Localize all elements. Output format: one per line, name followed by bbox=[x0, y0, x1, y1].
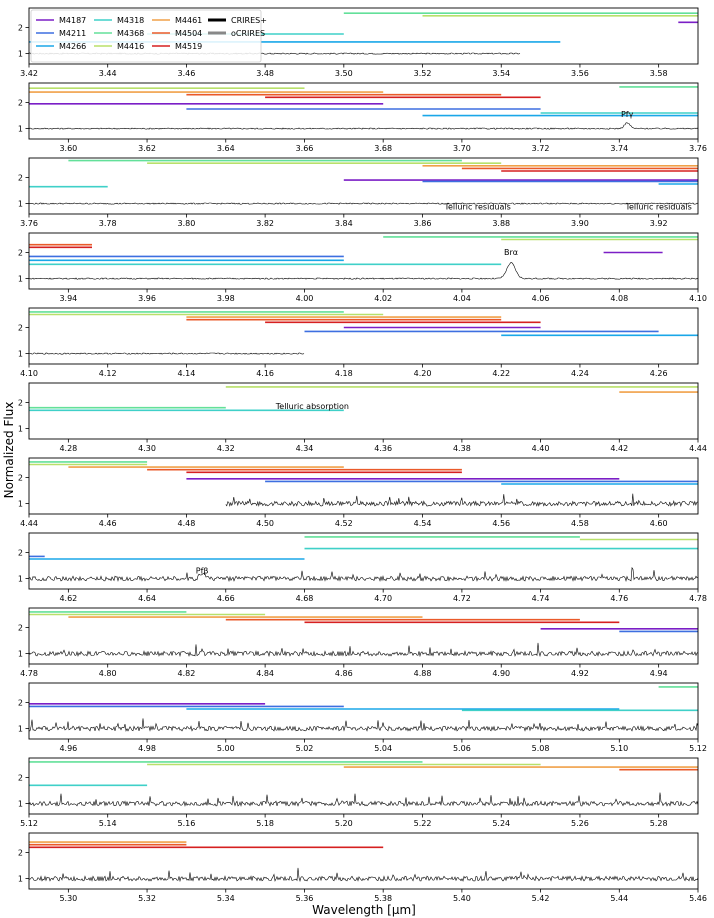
x-tick-label: 3.94 bbox=[59, 294, 78, 303]
x-tick-label: 4.48 bbox=[177, 519, 196, 528]
x-tick-label: 3.80 bbox=[177, 219, 196, 228]
spectrum-crires-plus bbox=[226, 494, 698, 506]
spectrum-crires-plus bbox=[29, 718, 698, 731]
x-tick-label: 3.52 bbox=[413, 69, 432, 78]
panel-12 bbox=[18, 833, 707, 903]
x-tick-label: 4.30 bbox=[138, 444, 156, 453]
panel-frame bbox=[29, 533, 698, 589]
x-tick-label: 4.74 bbox=[531, 594, 550, 603]
x-tick-label: 5.12 bbox=[689, 744, 707, 753]
legend-label: M4266 bbox=[59, 42, 87, 51]
x-tick-label: 4.94 bbox=[649, 669, 668, 678]
x-tick-label: 4.46 bbox=[98, 519, 117, 528]
x-tick-label: 3.44 bbox=[98, 69, 117, 78]
legend-label: M4187 bbox=[59, 16, 87, 25]
x-tick-label: 3.76 bbox=[20, 219, 38, 228]
y-tick-label: 2 bbox=[17, 698, 23, 708]
x-tick-label: 3.76 bbox=[689, 144, 707, 153]
x-tick-label: 5.30 bbox=[59, 894, 78, 903]
x-tick-label: 3.72 bbox=[531, 144, 550, 153]
x-axis-label: Wavelength [μm] bbox=[312, 903, 416, 917]
y-tick-label: 1 bbox=[17, 124, 23, 134]
x-tick-label: 3.48 bbox=[256, 69, 275, 78]
x-tick-label: 4.86 bbox=[334, 669, 353, 678]
x-tick-label: 4.06 bbox=[531, 294, 550, 303]
legend-label: M4504 bbox=[175, 29, 203, 38]
x-tick-label: 3.78 bbox=[98, 219, 117, 228]
x-tick-label: 4.26 bbox=[649, 369, 668, 378]
x-tick-label: 5.38 bbox=[374, 894, 393, 903]
annotation: Pfβ bbox=[195, 566, 209, 576]
x-tick-label: 4.76 bbox=[610, 594, 629, 603]
legend-label: M4416 bbox=[117, 42, 145, 51]
x-tick-label: 3.42 bbox=[20, 69, 38, 78]
x-tick-label: 4.98 bbox=[138, 744, 156, 753]
x-tick-label: 4.18 bbox=[334, 369, 353, 378]
x-tick-label: 4.10 bbox=[689, 294, 707, 303]
panel-11 bbox=[18, 758, 698, 828]
x-tick-label: 5.04 bbox=[374, 744, 393, 753]
annotation: Telluric residuals bbox=[444, 202, 511, 212]
x-tick-label: 4.82 bbox=[177, 669, 196, 678]
x-tick-label: 4.24 bbox=[571, 369, 589, 378]
x-tick-label: 4.66 bbox=[216, 594, 235, 603]
x-tick-label: 3.90 bbox=[571, 219, 589, 228]
x-tick-label: 5.40 bbox=[452, 894, 471, 903]
y-tick-label: 2 bbox=[17, 98, 23, 108]
x-tick-label: 5.18 bbox=[256, 819, 275, 828]
y-tick-label: 2 bbox=[17, 248, 23, 258]
x-tick-label: 3.74 bbox=[610, 144, 629, 153]
annotation: Telluric residuals bbox=[625, 202, 692, 212]
x-tick-label: 4.90 bbox=[492, 669, 511, 678]
y-tick-label: 1 bbox=[17, 574, 23, 584]
legend-label: M4211 bbox=[59, 29, 87, 38]
legend-label: M4461 bbox=[175, 16, 203, 25]
spectrum-crires-plus bbox=[29, 568, 698, 581]
x-tick-label: 3.46 bbox=[177, 69, 196, 78]
x-tick-label: 5.16 bbox=[177, 819, 196, 828]
x-tick-label: 3.60 bbox=[59, 144, 78, 153]
x-tick-label: 5.42 bbox=[531, 894, 550, 903]
y-tick-label: 1 bbox=[17, 349, 23, 359]
spectrum-crires-plus bbox=[29, 353, 304, 354]
x-tick-label: 4.96 bbox=[59, 744, 78, 753]
x-tick-label: 4.70 bbox=[374, 594, 393, 603]
y-tick-label: 2 bbox=[17, 773, 23, 783]
x-tick-label: 4.08 bbox=[610, 294, 629, 303]
x-tick-label: 4.60 bbox=[649, 519, 668, 528]
legend-label: CRIRES+ bbox=[231, 16, 267, 25]
x-tick-label: 3.96 bbox=[138, 294, 156, 303]
x-tick-label: 3.84 bbox=[334, 219, 353, 228]
panel-5 bbox=[18, 308, 698, 378]
x-tick-label: 4.38 bbox=[452, 444, 471, 453]
panel-9 bbox=[18, 608, 698, 678]
panels bbox=[18, 8, 707, 903]
legend-label: M4368 bbox=[117, 29, 145, 38]
x-tick-label: 3.64 bbox=[216, 144, 235, 153]
x-tick-label: 4.84 bbox=[256, 669, 275, 678]
x-tick-label: 3.58 bbox=[649, 69, 668, 78]
y-tick-label: 1 bbox=[17, 799, 23, 809]
x-tick-label: 3.66 bbox=[295, 144, 314, 153]
x-tick-label: 4.78 bbox=[20, 669, 38, 678]
annotation: Brα bbox=[504, 248, 519, 258]
spectrum-crires-plus bbox=[29, 203, 698, 204]
x-tick-label: 4.92 bbox=[571, 669, 589, 678]
panel-8 bbox=[18, 533, 707, 603]
y-tick-label: 2 bbox=[17, 848, 23, 858]
x-tick-label: 4.44 bbox=[689, 444, 707, 453]
x-tick-label: 4.16 bbox=[256, 369, 275, 378]
x-tick-label: 5.00 bbox=[216, 744, 235, 753]
x-tick-label: 3.86 bbox=[413, 219, 432, 228]
x-tick-label: 4.42 bbox=[610, 444, 629, 453]
x-tick-label: 5.44 bbox=[610, 894, 629, 903]
annotation: Telluric absorption bbox=[275, 402, 349, 412]
y-tick-label: 1 bbox=[17, 724, 23, 734]
y-tick-label: 1 bbox=[17, 199, 23, 209]
x-tick-label: 4.36 bbox=[374, 444, 393, 453]
x-tick-label: 5.26 bbox=[571, 819, 589, 828]
x-tick-label: 4.64 bbox=[138, 594, 156, 603]
legend bbox=[31, 10, 267, 62]
x-tick-label: 4.28 bbox=[59, 444, 78, 453]
legend-label: M4318 bbox=[117, 16, 145, 25]
y-tick-label: 1 bbox=[17, 874, 23, 884]
y-tick-label: 2 bbox=[17, 23, 23, 33]
x-tick-label: 4.32 bbox=[216, 444, 235, 453]
x-tick-label: 4.10 bbox=[20, 369, 38, 378]
x-tick-label: 5.14 bbox=[98, 819, 117, 828]
x-tick-label: 5.36 bbox=[295, 894, 314, 903]
spectrum-crires-plus bbox=[29, 793, 698, 806]
x-tick-label: 4.34 bbox=[295, 444, 314, 453]
x-tick-label: 5.02 bbox=[295, 744, 314, 753]
x-tick-label: 4.54 bbox=[413, 519, 432, 528]
x-tick-label: 4.52 bbox=[334, 519, 353, 528]
y-tick-label: 2 bbox=[17, 623, 23, 633]
spectrum-crires-plus bbox=[29, 868, 698, 881]
x-tick-label: 3.98 bbox=[216, 294, 235, 303]
x-tick-label: 3.56 bbox=[571, 69, 589, 78]
spectrum-crires-plus bbox=[29, 123, 698, 130]
y-tick-label: 1 bbox=[17, 274, 23, 284]
panel-2 bbox=[18, 83, 707, 153]
y-tick-label: 1 bbox=[17, 424, 23, 434]
annotation: Pfγ bbox=[620, 109, 634, 119]
x-tick-label: 4.12 bbox=[98, 369, 117, 378]
panel-3 bbox=[18, 158, 698, 228]
x-tick-label: 3.68 bbox=[374, 144, 393, 153]
x-tick-label: 3.82 bbox=[256, 219, 275, 228]
y-tick-label: 2 bbox=[17, 548, 23, 558]
y-tick-label: 1 bbox=[17, 49, 23, 59]
x-tick-label: 3.92 bbox=[649, 219, 668, 228]
x-tick-label: 4.44 bbox=[20, 519, 38, 528]
x-tick-label: 4.78 bbox=[689, 594, 707, 603]
x-tick-label: 5.32 bbox=[138, 894, 156, 903]
y-tick-label: 2 bbox=[17, 473, 23, 483]
y-tick-label: 1 bbox=[17, 499, 23, 509]
x-tick-label: 4.50 bbox=[256, 519, 275, 528]
x-tick-label: 5.06 bbox=[452, 744, 471, 753]
legend-label: M4519 bbox=[175, 42, 203, 51]
x-tick-label: 4.00 bbox=[295, 294, 314, 303]
y-tick-label: 2 bbox=[17, 323, 23, 333]
x-tick-label: 4.22 bbox=[492, 369, 511, 378]
x-tick-label: 3.88 bbox=[492, 219, 511, 228]
x-tick-label: 5.24 bbox=[492, 819, 511, 828]
panel-10 bbox=[18, 683, 707, 753]
x-tick-label: 5.34 bbox=[216, 894, 235, 903]
x-tick-label: 4.02 bbox=[374, 294, 393, 303]
x-tick-label: 3.62 bbox=[138, 144, 156, 153]
panel-6 bbox=[18, 383, 707, 453]
x-tick-label: 4.72 bbox=[452, 594, 471, 603]
x-tick-label: 3.54 bbox=[492, 69, 511, 78]
x-tick-label: 4.62 bbox=[59, 594, 78, 603]
y-tick-label: 2 bbox=[17, 398, 23, 408]
x-tick-label: 4.58 bbox=[571, 519, 589, 528]
x-tick-label: 5.28 bbox=[649, 819, 668, 828]
x-tick-label: 3.70 bbox=[452, 144, 471, 153]
y-tick-label: 1 bbox=[17, 649, 23, 659]
x-tick-label: 4.88 bbox=[413, 669, 432, 678]
y-axis-label: Normalized Flux bbox=[2, 401, 16, 499]
spectrum-crires-plus bbox=[29, 643, 698, 656]
x-tick-label: 4.40 bbox=[531, 444, 550, 453]
x-tick-label: 4.14 bbox=[177, 369, 196, 378]
x-tick-label: 5.08 bbox=[531, 744, 550, 753]
x-tick-label: 5.10 bbox=[610, 744, 629, 753]
x-tick-label: 4.56 bbox=[492, 519, 511, 528]
panel-7 bbox=[18, 458, 698, 528]
x-tick-label: 4.20 bbox=[413, 369, 432, 378]
legend-label: oCRIRES bbox=[231, 29, 266, 38]
x-tick-label: 3.50 bbox=[334, 69, 353, 78]
x-tick-label: 4.80 bbox=[98, 669, 117, 678]
x-tick-label: 5.20 bbox=[334, 819, 353, 828]
x-tick-label: 4.04 bbox=[452, 294, 471, 303]
x-tick-label: 5.46 bbox=[689, 894, 707, 903]
panel-4 bbox=[18, 233, 707, 303]
x-tick-label: 5.22 bbox=[413, 819, 432, 828]
x-tick-label: 4.68 bbox=[295, 594, 314, 603]
y-tick-label: 2 bbox=[17, 173, 23, 183]
x-tick-label: 5.12 bbox=[20, 819, 38, 828]
